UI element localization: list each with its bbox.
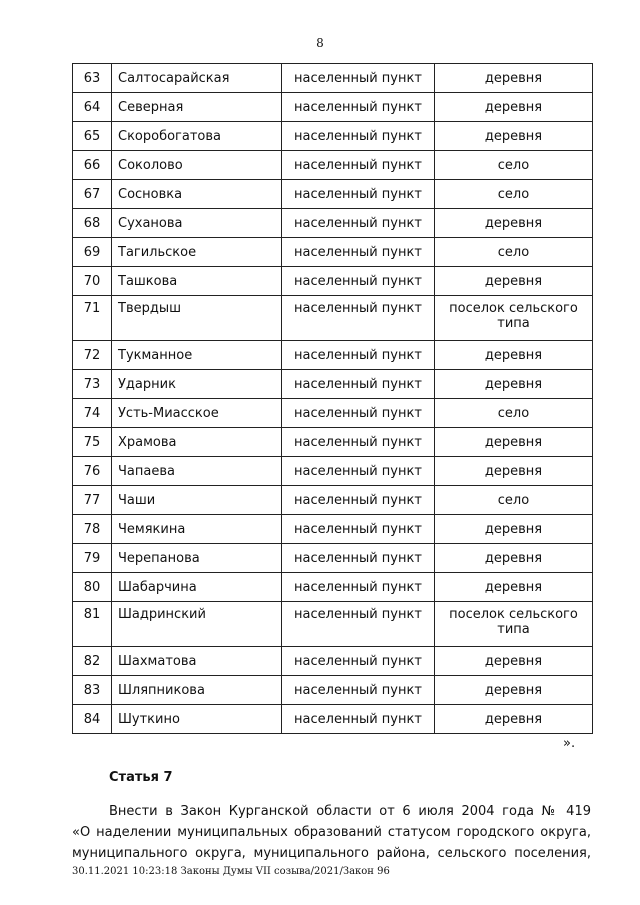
settlement-kind: деревня <box>435 93 593 122</box>
table-row <box>73 486 593 515</box>
row-number: 70 <box>73 267 112 296</box>
settlement-type: населенный пункт <box>282 544 435 573</box>
settlement-name: Шляпникова <box>112 676 282 705</box>
table-body <box>73 64 593 734</box>
settlement-type: населенный пункт <box>282 180 435 209</box>
settlement-type: населенный пункт <box>282 238 435 267</box>
article-title: Статья 7 <box>109 770 173 785</box>
body-line: «О наделении муниципальных образований статусом городского округа, <box>72 825 591 840</box>
page-number: 8 <box>316 36 324 50</box>
settlement-type: населенный пункт <box>282 676 435 705</box>
settlement-type: населенный пункт <box>282 93 435 122</box>
settlement-type: населенный пункт <box>282 573 435 602</box>
row-number: 75 <box>73 428 112 457</box>
settlement-type: населенный пункт <box>282 647 435 676</box>
settlement-name: Храмова <box>112 428 282 457</box>
settlement-kind: деревня <box>435 573 593 602</box>
settlement-name: Шабарчина <box>112 573 282 602</box>
row-number: 73 <box>73 370 112 399</box>
settlement-kind: село <box>435 180 593 209</box>
settlement-kind: поселок сельского типа <box>435 602 593 647</box>
row-number: 64 <box>73 93 112 122</box>
settlement-kind: деревня <box>435 544 593 573</box>
settlement-kind: село <box>435 151 593 180</box>
settlement-type: населенный пункт <box>282 151 435 180</box>
row-number: 82 <box>73 647 112 676</box>
settlement-kind: деревня <box>435 122 593 151</box>
settlement-name: Сосновка <box>112 180 282 209</box>
row-number: 71 <box>73 296 112 341</box>
settlement-name: Чемякина <box>112 515 282 544</box>
row-number: 76 <box>73 457 112 486</box>
settlement-name: Чаши <box>112 486 282 515</box>
table-row <box>73 428 593 457</box>
row-number: 67 <box>73 180 112 209</box>
settlement-name: Черепанова <box>112 544 282 573</box>
table-row <box>73 602 593 647</box>
table-row <box>73 647 593 676</box>
row-number: 80 <box>73 573 112 602</box>
table-row <box>73 151 593 180</box>
table-row <box>73 122 593 151</box>
settlement-type: населенный пункт <box>282 341 435 370</box>
settlement-kind: поселок сельского типа <box>435 296 593 341</box>
settlement-kind: деревня <box>435 341 593 370</box>
settlement-type: населенный пункт <box>282 486 435 515</box>
row-number: 83 <box>73 676 112 705</box>
table-row <box>73 676 593 705</box>
table-row <box>73 399 593 428</box>
settlement-kind: деревня <box>435 267 593 296</box>
settlement-name: Усть-Миасское <box>112 399 282 428</box>
settlement-type: населенный пункт <box>282 296 435 341</box>
body-line: Внести в Закон Курганской области от 6 июля 2004 года № 419 <box>109 804 591 819</box>
settlement-name: Салтосарайская <box>112 64 282 93</box>
settlement-type: населенный пункт <box>282 209 435 238</box>
settlement-kind: деревня <box>435 647 593 676</box>
table-row <box>73 370 593 399</box>
settlement-kind: село <box>435 399 593 428</box>
table-row <box>73 180 593 209</box>
table-row <box>73 573 593 602</box>
settlement-name: Тукманное <box>112 341 282 370</box>
settlement-name: Шахматова <box>112 647 282 676</box>
row-number: 66 <box>73 151 112 180</box>
document-footer: 30.11.2021 10:23:18 Законы Думы VII созыва/2021/Закон 96 <box>72 866 390 877</box>
table-row <box>73 267 593 296</box>
settlement-type: населенный пункт <box>282 370 435 399</box>
row-number: 69 <box>73 238 112 267</box>
row-number: 65 <box>73 122 112 151</box>
settlement-name: Шуткино <box>112 705 282 734</box>
closing-quote: ». <box>563 736 576 751</box>
settlement-type: населенный пункт <box>282 457 435 486</box>
settlement-kind: село <box>435 486 593 515</box>
settlement-type: населенный пункт <box>282 122 435 151</box>
settlement-kind: деревня <box>435 64 593 93</box>
row-number: 68 <box>73 209 112 238</box>
settlement-kind: деревня <box>435 515 593 544</box>
settlement-name: Твердыш <box>112 296 282 341</box>
settlement-type: населенный пункт <box>282 705 435 734</box>
settlement-name: Ударник <box>112 370 282 399</box>
row-number: 84 <box>73 705 112 734</box>
settlement-name: Суханова <box>112 209 282 238</box>
settlement-name: Северная <box>112 93 282 122</box>
row-number: 79 <box>73 544 112 573</box>
settlement-name: Соколово <box>112 151 282 180</box>
row-number: 72 <box>73 341 112 370</box>
table-row <box>73 93 593 122</box>
settlement-kind: деревня <box>435 370 593 399</box>
settlement-kind: деревня <box>435 209 593 238</box>
settlement-type: населенный пункт <box>282 428 435 457</box>
settlement-kind: деревня <box>435 676 593 705</box>
settlement-kind: село <box>435 238 593 267</box>
settlement-name: Скоробогатова <box>112 122 282 151</box>
table-row <box>73 515 593 544</box>
article-body <box>72 801 591 864</box>
settlement-type: населенный пункт <box>282 515 435 544</box>
table-row <box>73 296 593 341</box>
row-number: 74 <box>73 399 112 428</box>
settlement-name: Шадринский <box>112 602 282 647</box>
settlement-kind: деревня <box>435 457 593 486</box>
settlement-type: населенный пункт <box>282 64 435 93</box>
row-number: 78 <box>73 515 112 544</box>
table-row <box>73 457 593 486</box>
row-number: 81 <box>73 602 112 647</box>
table-row <box>73 238 593 267</box>
settlement-name: Чапаева <box>112 457 282 486</box>
settlements-table <box>72 63 593 734</box>
settlement-type: населенный пункт <box>282 267 435 296</box>
table-row <box>73 705 593 734</box>
settlement-kind: деревня <box>435 705 593 734</box>
settlement-name: Ташкова <box>112 267 282 296</box>
settlement-type: населенный пункт <box>282 399 435 428</box>
body-line: муниципального округа, муниципального района, сельского поселения, <box>72 846 591 861</box>
table-row <box>73 341 593 370</box>
settlement-kind: деревня <box>435 428 593 457</box>
settlement-type: населенный пункт <box>282 602 435 647</box>
row-number: 63 <box>73 64 112 93</box>
settlement-name: Тагильское <box>112 238 282 267</box>
table-row <box>73 209 593 238</box>
table-row <box>73 64 593 93</box>
table-row <box>73 544 593 573</box>
row-number: 77 <box>73 486 112 515</box>
